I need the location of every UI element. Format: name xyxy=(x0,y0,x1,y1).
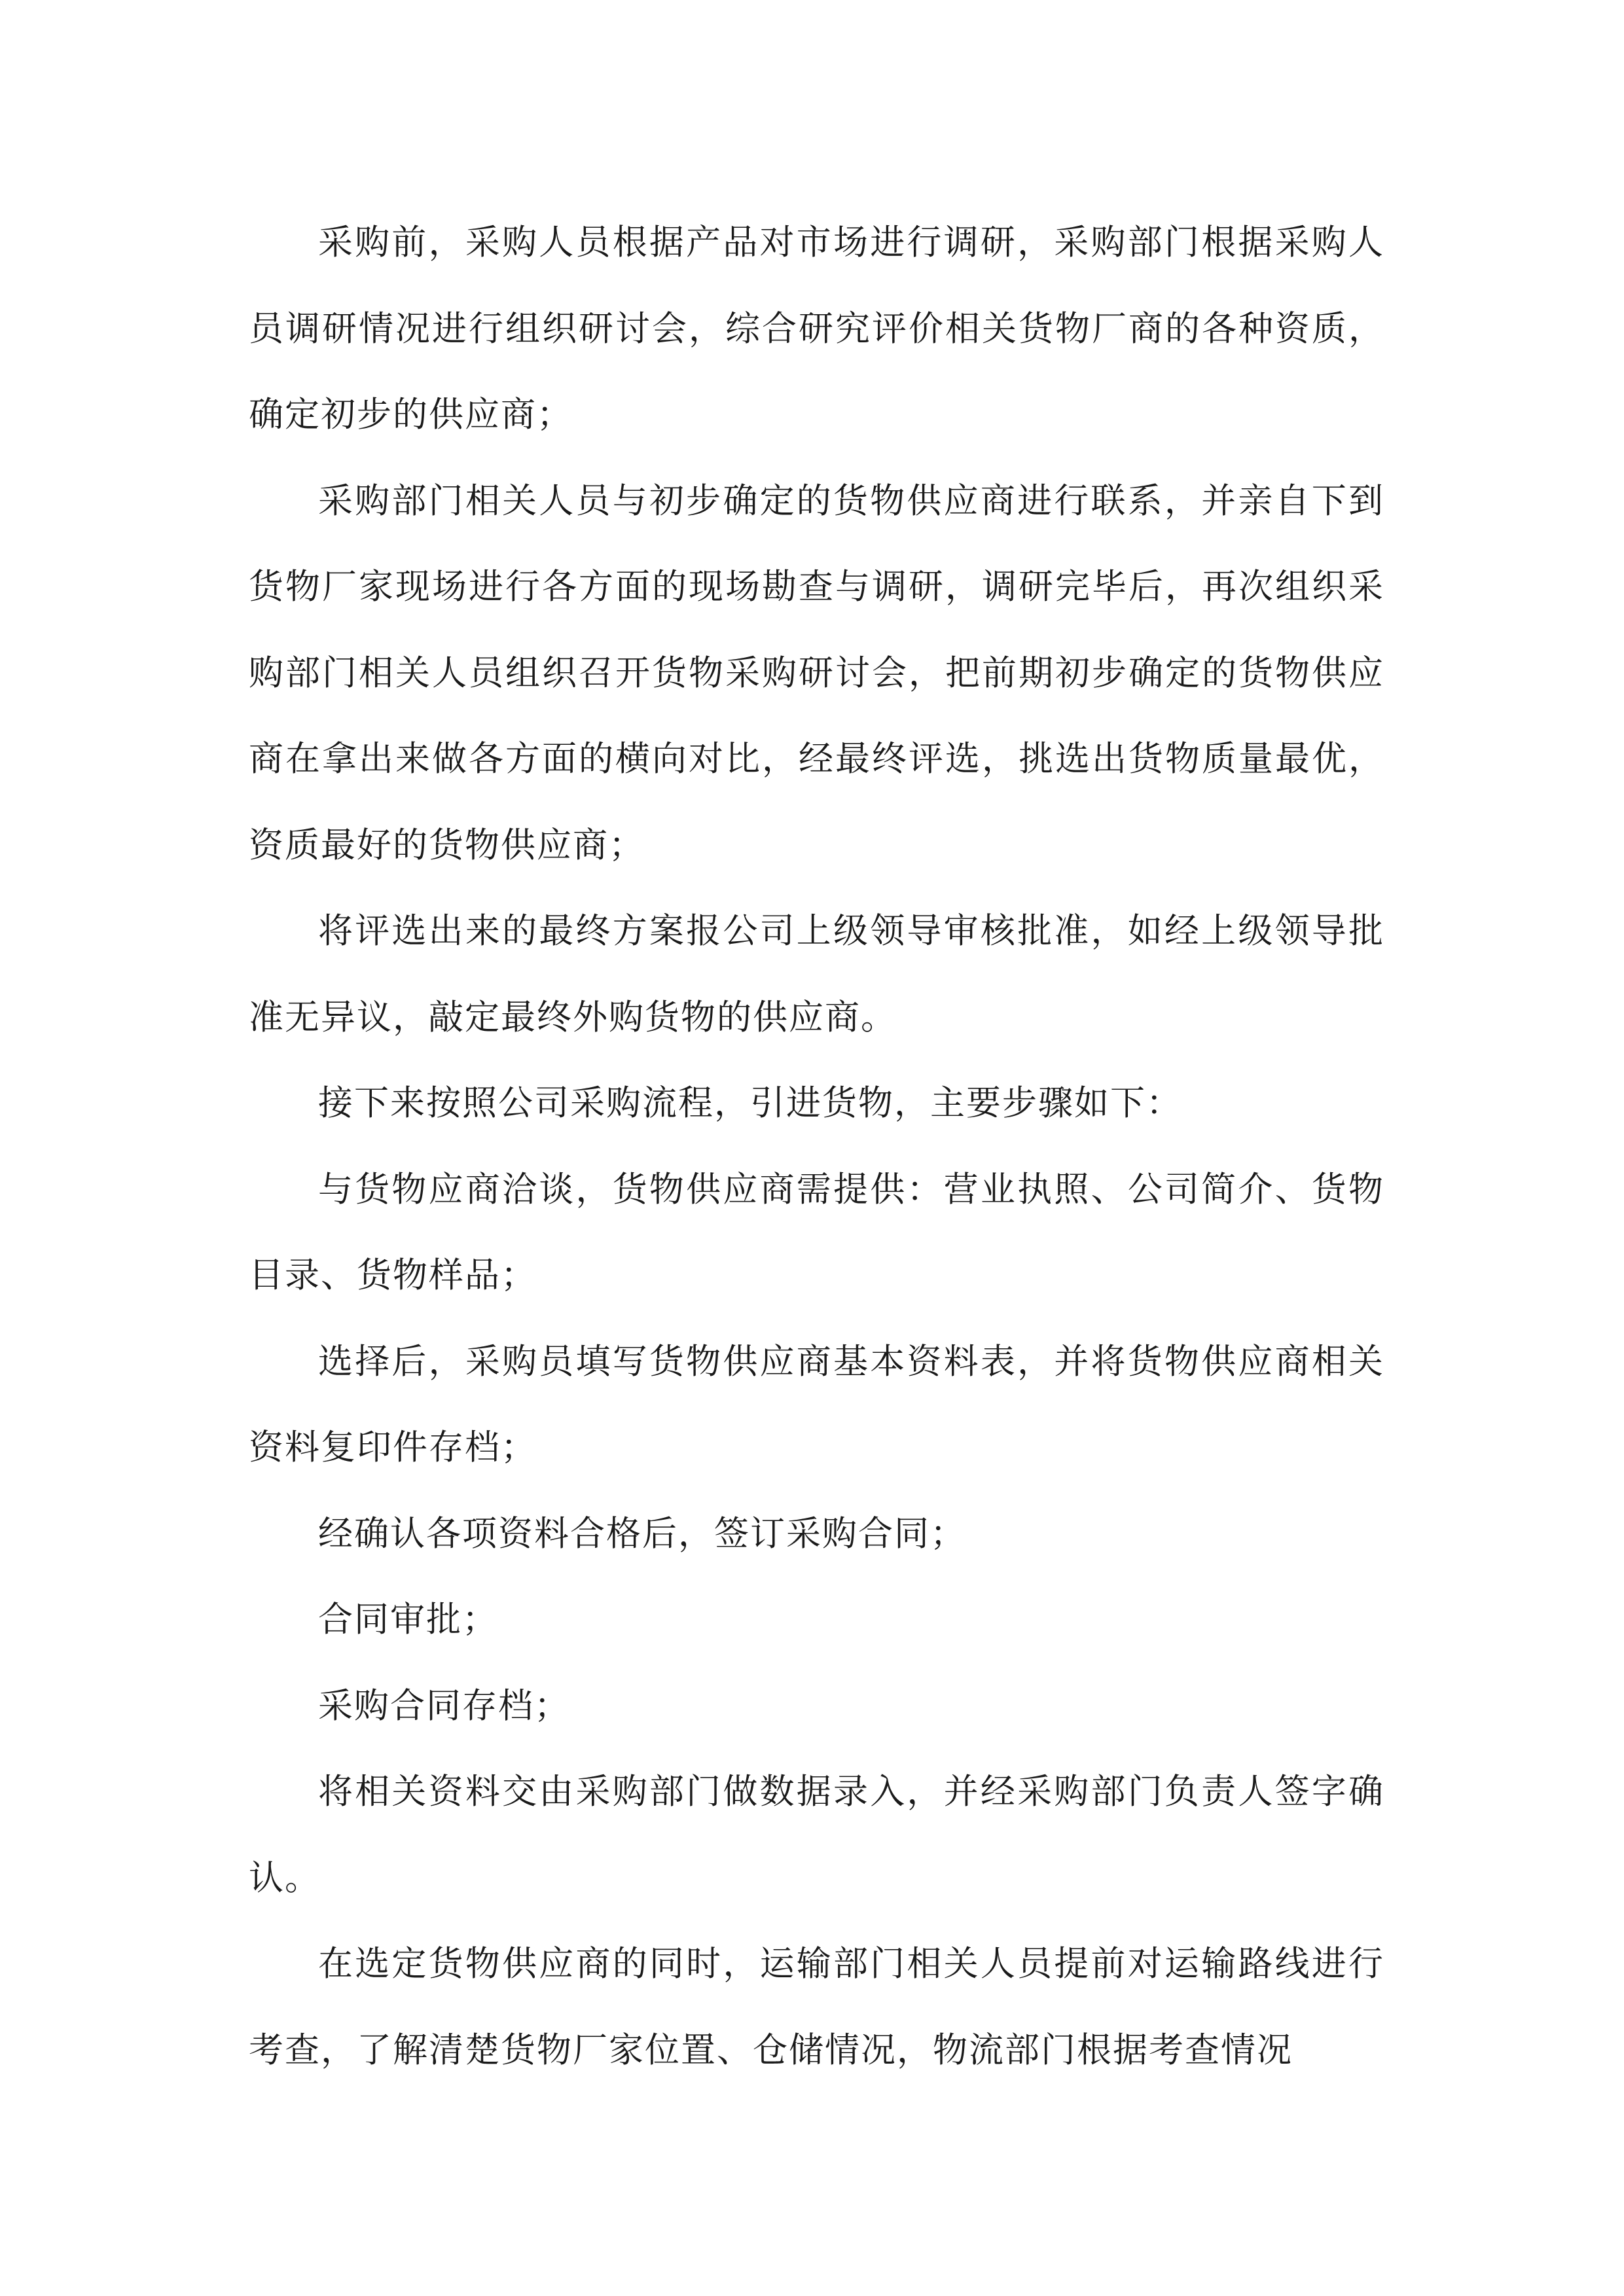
paragraph-leader-approval: 将评选出来的最终方案报公司上级领导审核批准，如经上级领导批准无异议，敲定最终外购货物的供应商。 xyxy=(249,911,1384,1037)
paragraph-step-negotiation: 与货物应商洽谈，货物供应商需提供：营业执照、公司简介、货物目录、货物样品； xyxy=(249,1169,1384,1295)
paragraph-supplier-contact: 采购部门相关人员与初步确定的货物供应商进行联系，并亲自下到货物厂家现场进行各方面的现场勘查与调研，调研完毕后，再次组织采购部门相关人员组织召开货物采购研讨会，把前期初步确定的货物供应商在拿出来做各方面的横向对比，经最终评选，挑选出货物质量最优，资质最好的货物供应商； xyxy=(249,480,1384,865)
paragraph-step-contract-approval: 合同审批； xyxy=(318,1600,498,1640)
paragraph-market-research: 采购前，采购人员根据产品对市场进行调研，采购部门根据采购人员调研情况进行组织研讨会，综合研究评价相关货物厂商的各种资质，确定初步的供应商； xyxy=(249,223,1384,435)
paragraph-step-contract-archive: 采购合同存档； xyxy=(318,1685,570,1726)
document-body xyxy=(249,200,1384,2093)
paragraph-procurement-steps-intro: 接下来按照公司采购流程，引进货物，主要步骤如下： xyxy=(318,1083,1182,1123)
paragraph-step-supplier-form: 选择后，采购员填写货物供应商基本资料表，并将货物供应商相关资料复印件存档； xyxy=(249,1341,1384,1467)
paragraph-transport-route: 在选定货物供应商的同时，运输部门相关人员提前对运输路线进行考查，了解清楚货物厂家位置、仓储情况，物流部门根据考查情况 xyxy=(249,1944,1384,2070)
paragraph-step-data-entry: 将相关资料交由采购部门做数据录入，并经采购部门负责人签字确认。 xyxy=(249,1772,1384,1898)
paragraph-step-sign-contract: 经确认各项资料合格后，签订采购合同； xyxy=(318,1513,966,1554)
